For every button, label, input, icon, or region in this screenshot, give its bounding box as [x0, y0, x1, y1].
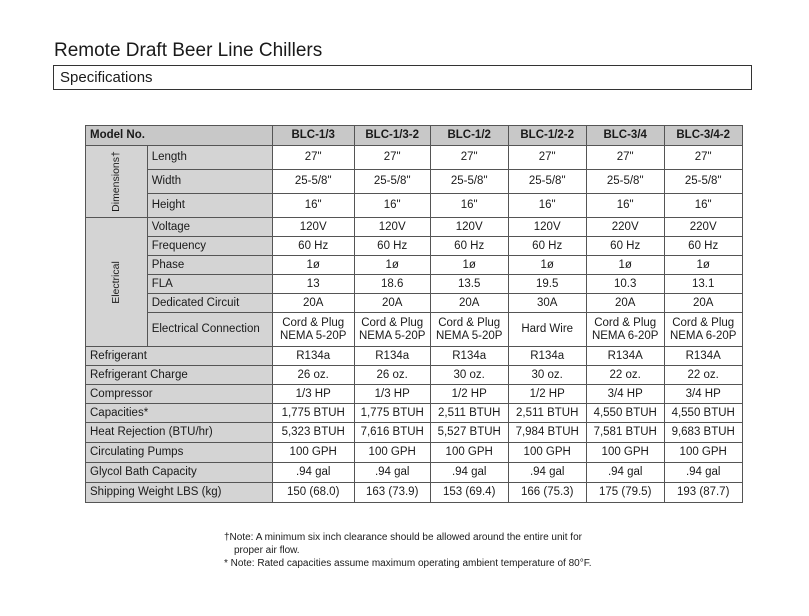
table-cell: 5,323 BTUH [272, 423, 354, 443]
table-cell: 5,527 BTUH [430, 423, 508, 443]
table-cell: 1ø [430, 256, 508, 275]
dimensions-group-label [86, 146, 148, 218]
table-cell: 1,775 BTUH [354, 404, 430, 423]
table-row [86, 423, 743, 443]
table-cell: .94 gal [508, 463, 586, 483]
table-cell: 175 (79.5) [586, 483, 664, 503]
table-cell: 30 oz. [508, 366, 586, 385]
header-model-no: Model No. [86, 126, 273, 146]
table-row [86, 366, 743, 385]
table-row [86, 483, 743, 503]
table-cell: 60 Hz [508, 237, 586, 256]
table-cell: 220V [664, 218, 742, 237]
table-cell: 3/4 HP [664, 385, 742, 404]
table-row [86, 463, 743, 483]
row-label: Width [147, 170, 272, 194]
table-cell: 7,616 BTUH [354, 423, 430, 443]
table-cell: 1ø [664, 256, 742, 275]
table-cell: 20A [430, 294, 508, 313]
row-label: Shipping Weight LBS (kg) [86, 483, 273, 503]
dagger-note-continued: proper air flow. [234, 545, 300, 556]
table-cell: .94 gal [272, 463, 354, 483]
row-label: Refrigerant [86, 347, 273, 366]
table-cell: 20A [354, 294, 430, 313]
table-cell: R134a [508, 347, 586, 366]
table-cell: 7,581 BTUH [586, 423, 664, 443]
table-cell: .94 gal [586, 463, 664, 483]
table-cell: 16" [354, 194, 430, 218]
table-row [86, 170, 743, 194]
table-row [86, 237, 743, 256]
row-label: Electrical Connection [147, 313, 272, 347]
table-cell: 120V [430, 218, 508, 237]
table-cell: 60 Hz [586, 237, 664, 256]
table-cell: 150 (68.0) [272, 483, 354, 503]
table-cell: .94 gal [430, 463, 508, 483]
table-cell: 25-5/8" [272, 170, 354, 194]
table-row [86, 347, 743, 366]
table-cell: 100 GPH [354, 443, 430, 463]
header-model: BLC-1/2 [430, 126, 508, 146]
table-row [86, 313, 743, 347]
table-cell: 10.3 [586, 275, 664, 294]
spec-table [85, 125, 743, 503]
cell-line: NEMA 5-20P [358, 329, 426, 342]
table-cell: 25-5/8" [664, 170, 742, 194]
table-cell: 1ø [586, 256, 664, 275]
row-label: Glycol Bath Capacity [86, 463, 273, 483]
table-cell: 27" [272, 146, 354, 170]
row-label: Length [147, 146, 272, 170]
table-cell: 25-5/8" [508, 170, 586, 194]
table-cell: 7,984 BTUH [508, 423, 586, 443]
table-cell: 16" [586, 194, 664, 218]
header-model: BLC-1/3 [272, 126, 354, 146]
row-label: Capacities* [86, 404, 273, 423]
table-cell: 220V [586, 218, 664, 237]
table-row [86, 194, 743, 218]
dimensions-group-text: Dimensions† [109, 151, 122, 212]
row-label: Phase [147, 256, 272, 275]
table-cell: 27" [354, 146, 430, 170]
row-label: Refrigerant Charge [86, 366, 273, 385]
table-cell: 26 oz. [272, 366, 354, 385]
table-cell: 120V [354, 218, 430, 237]
table-cell: 16" [272, 194, 354, 218]
cell-line: NEMA 6-20P [591, 329, 659, 342]
table-cell: 26 oz. [354, 366, 430, 385]
table-cell: 1ø [354, 256, 430, 275]
cell-line: Cord & Plug [282, 316, 345, 329]
table-cell: 20A [272, 294, 354, 313]
table-cell: 30A [508, 294, 586, 313]
cell-line: Cord & Plug [361, 316, 424, 329]
table-cell: 20A [586, 294, 664, 313]
cell-line: NEMA 6-20P [669, 329, 737, 342]
row-label: FLA [147, 275, 272, 294]
table-cell: 27" [664, 146, 742, 170]
table-cell: 60 Hz [430, 237, 508, 256]
row-label: Heat Rejection (BTU/hr) [86, 423, 273, 443]
table-cell: 16" [430, 194, 508, 218]
table-cell: 1,775 BTUH [272, 404, 354, 423]
table-cell: 60 Hz [664, 237, 742, 256]
row-label: Compressor [86, 385, 273, 404]
table-cell: 16" [664, 194, 742, 218]
table-cell: .94 gal [664, 463, 742, 483]
table-cell: 1/3 HP [272, 385, 354, 404]
table-cell: 100 GPH [664, 443, 742, 463]
table-cell [354, 313, 430, 347]
table-cell: 3/4 HP [586, 385, 664, 404]
table-cell: 2,511 BTUH [430, 404, 508, 423]
cell-line: Cord & Plug [594, 316, 657, 329]
cell-line: Hard Wire [521, 323, 574, 335]
table-cell: 120V [508, 218, 586, 237]
table-cell: 60 Hz [354, 237, 430, 256]
row-label: Height [147, 194, 272, 218]
table-cell: 22 oz. [664, 366, 742, 385]
page-title: Remote Draft Beer Line Chillers [54, 40, 323, 61]
table-row [86, 256, 743, 275]
table-cell: 25-5/8" [354, 170, 430, 194]
table-cell: 27" [586, 146, 664, 170]
table-cell: 13 [272, 275, 354, 294]
table-cell: 18.6 [354, 275, 430, 294]
table-cell: 120V [272, 218, 354, 237]
table-cell: 22 oz. [586, 366, 664, 385]
footnotes [224, 531, 592, 570]
table-cell: 153 (69.4) [430, 483, 508, 503]
table-cell: R134a [272, 347, 354, 366]
header-model: BLC-1/2-2 [508, 126, 586, 146]
table-cell [430, 313, 508, 347]
cell-line: NEMA 5-20P [435, 329, 503, 342]
section-title: Specifications [60, 69, 153, 86]
table-cell [508, 313, 586, 347]
table-cell: 20A [664, 294, 742, 313]
table-cell: 27" [508, 146, 586, 170]
table-cell: 100 GPH [508, 443, 586, 463]
row-label: Voltage [147, 218, 272, 237]
table-cell: 100 GPH [586, 443, 664, 463]
table-cell: 100 GPH [430, 443, 508, 463]
table-row [86, 385, 743, 404]
table-cell: 25-5/8" [430, 170, 508, 194]
header-model: BLC-1/3-2 [354, 126, 430, 146]
cell-line: Cord & Plug [438, 316, 501, 329]
electrical-group-text: Electrical [109, 260, 122, 304]
table-cell [586, 313, 664, 347]
table-cell: 19.5 [508, 275, 586, 294]
dagger-note: †Note: A minimum six inch clearance should be allowed around the entire unit for [224, 532, 582, 543]
table-cell: R134a [354, 347, 430, 366]
table-cell: 27" [430, 146, 508, 170]
table-cell: 4,550 BTUH [586, 404, 664, 423]
table-cell: R134a [430, 347, 508, 366]
table-row [86, 218, 743, 237]
table-cell: R134A [664, 347, 742, 366]
table-cell: 13.1 [664, 275, 742, 294]
table-cell: 2,511 BTUH [508, 404, 586, 423]
table-cell: 16" [508, 194, 586, 218]
table-row [86, 294, 743, 313]
section-header [53, 65, 752, 90]
capacity-note: * Note: Rated capacities assume maximum operating ambient temperature of 80°F. [224, 558, 592, 569]
table-cell [272, 313, 354, 347]
table-cell: 163 (73.9) [354, 483, 430, 503]
table-row [86, 404, 743, 423]
table-cell: 193 (87.7) [664, 483, 742, 503]
table-cell: 166 (75.3) [508, 483, 586, 503]
table-cell: 60 Hz [272, 237, 354, 256]
table-cell: 100 GPH [272, 443, 354, 463]
table-cell: 1ø [508, 256, 586, 275]
table-row [86, 443, 743, 463]
table-cell: 30 oz. [430, 366, 508, 385]
header-model: BLC-3/4 [586, 126, 664, 146]
table-cell: 25-5/8" [586, 170, 664, 194]
cell-line: Cord & Plug [672, 316, 735, 329]
table-cell: 13.5 [430, 275, 508, 294]
row-label: Circulating Pumps [86, 443, 273, 463]
table-cell: R134A [586, 347, 664, 366]
table-cell: .94 gal [354, 463, 430, 483]
table-row [86, 275, 743, 294]
row-label: Frequency [147, 237, 272, 256]
table-cell: 1/2 HP [430, 385, 508, 404]
electrical-group-label [86, 218, 148, 347]
table-cell: 1/3 HP [354, 385, 430, 404]
header-row [86, 126, 743, 146]
header-model: BLC-3/4-2 [664, 126, 742, 146]
table-cell: 9,683 BTUH [664, 423, 742, 443]
cell-line: NEMA 5-20P [279, 329, 347, 342]
table-cell [664, 313, 742, 347]
row-label: Dedicated Circuit [147, 294, 272, 313]
table-cell: 1ø [272, 256, 354, 275]
table-row [86, 146, 743, 170]
table-cell: 4,550 BTUH [664, 404, 742, 423]
table-cell: 1/2 HP [508, 385, 586, 404]
